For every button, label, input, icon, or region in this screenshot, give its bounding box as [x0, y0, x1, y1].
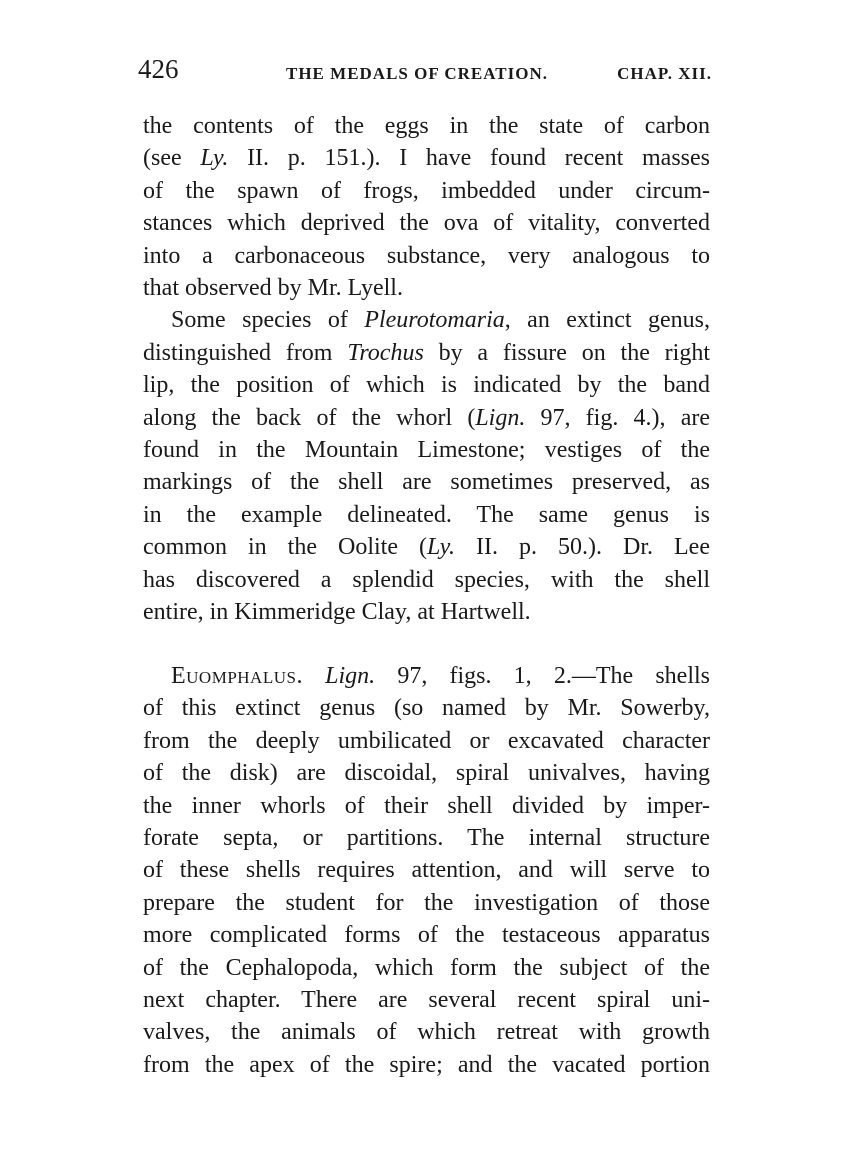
- text-line: of the disk) are discoidal, spiral univalves, having: [143, 760, 710, 787]
- text-line: entire, in Kimmeridge Clay, at Hartwell.: [143, 599, 531, 626]
- text-line: of the spawn of frogs, imbedded under circum-: [143, 177, 710, 204]
- page-header: [138, 54, 712, 90]
- text-line: the inner whorls of their shell divided by imper-: [143, 792, 710, 819]
- text-block-lower: [143, 660, 710, 1081]
- text-line: into a carbonaceous substance, very analogous to: [143, 242, 710, 269]
- text-line: forate septa, or partitions. The internal structure: [143, 825, 710, 852]
- text-line: in the example delineated. The same genus is: [143, 501, 710, 528]
- text-line: Some species of Pleurotomaria, an extinct genus,: [171, 307, 711, 334]
- text-line: stances which deprived the ova of vitality, converted: [143, 210, 710, 237]
- text-line: of the Cephalopoda, which form the subject of the: [143, 954, 710, 981]
- section-heading: Euomphalus.: [171, 663, 303, 689]
- text-line: distinguished from Trochus by a fissure on the right: [143, 339, 710, 366]
- text-line: lip, the position of which is indicated by the band: [143, 372, 710, 399]
- text-block-upper: [143, 110, 710, 629]
- text-line: that observed by Mr. Lyell.: [143, 275, 403, 302]
- page-number: 426: [138, 54, 179, 84]
- text-line: more complicated forms of the testaceous apparatus: [143, 922, 710, 949]
- text-line: Lign. 97, figs. 1, 2.—The shells: [325, 663, 710, 689]
- text-line: next chapter. There are several recent spiral uni-: [143, 987, 710, 1014]
- text-line: from the deeply umbilicated or excavated character: [143, 727, 710, 754]
- text-line: the contents of the eggs in the state of carbon: [143, 113, 710, 139]
- chapter-label: CHAP. XII.: [617, 64, 712, 83]
- text-line: found in the Mountain Limestone; vestiges of the: [143, 437, 710, 464]
- text-line: common in the Oolite (Ly. II. p. 50.). Dr. Lee: [143, 534, 710, 561]
- text-line: has discovered a splendid species, with the shell: [143, 566, 710, 593]
- text-line: (see Ly. II. p. 151.). I have found recent masses: [143, 145, 711, 172]
- text-line: valves, the animals of which retreat with growth: [143, 1019, 710, 1046]
- text-line: from the apex of the spire; and the vacated portion: [143, 1051, 710, 1078]
- text-line: along the back of the whorl (Lign. 97, fig. 4.), are: [143, 404, 710, 431]
- text-line: of this extinct genus (so named by Mr. Sowerby,: [143, 695, 710, 722]
- running-title: THE MEDALS OF CREATION.: [286, 64, 548, 83]
- text-line: markings of the shell are sometimes preserved, as: [143, 469, 710, 496]
- text-line-heading: [143, 660, 710, 692]
- text-line: prepare the student for the investigation of those: [143, 889, 710, 916]
- text-line: of these shells requires attention, and will serve to: [143, 857, 710, 884]
